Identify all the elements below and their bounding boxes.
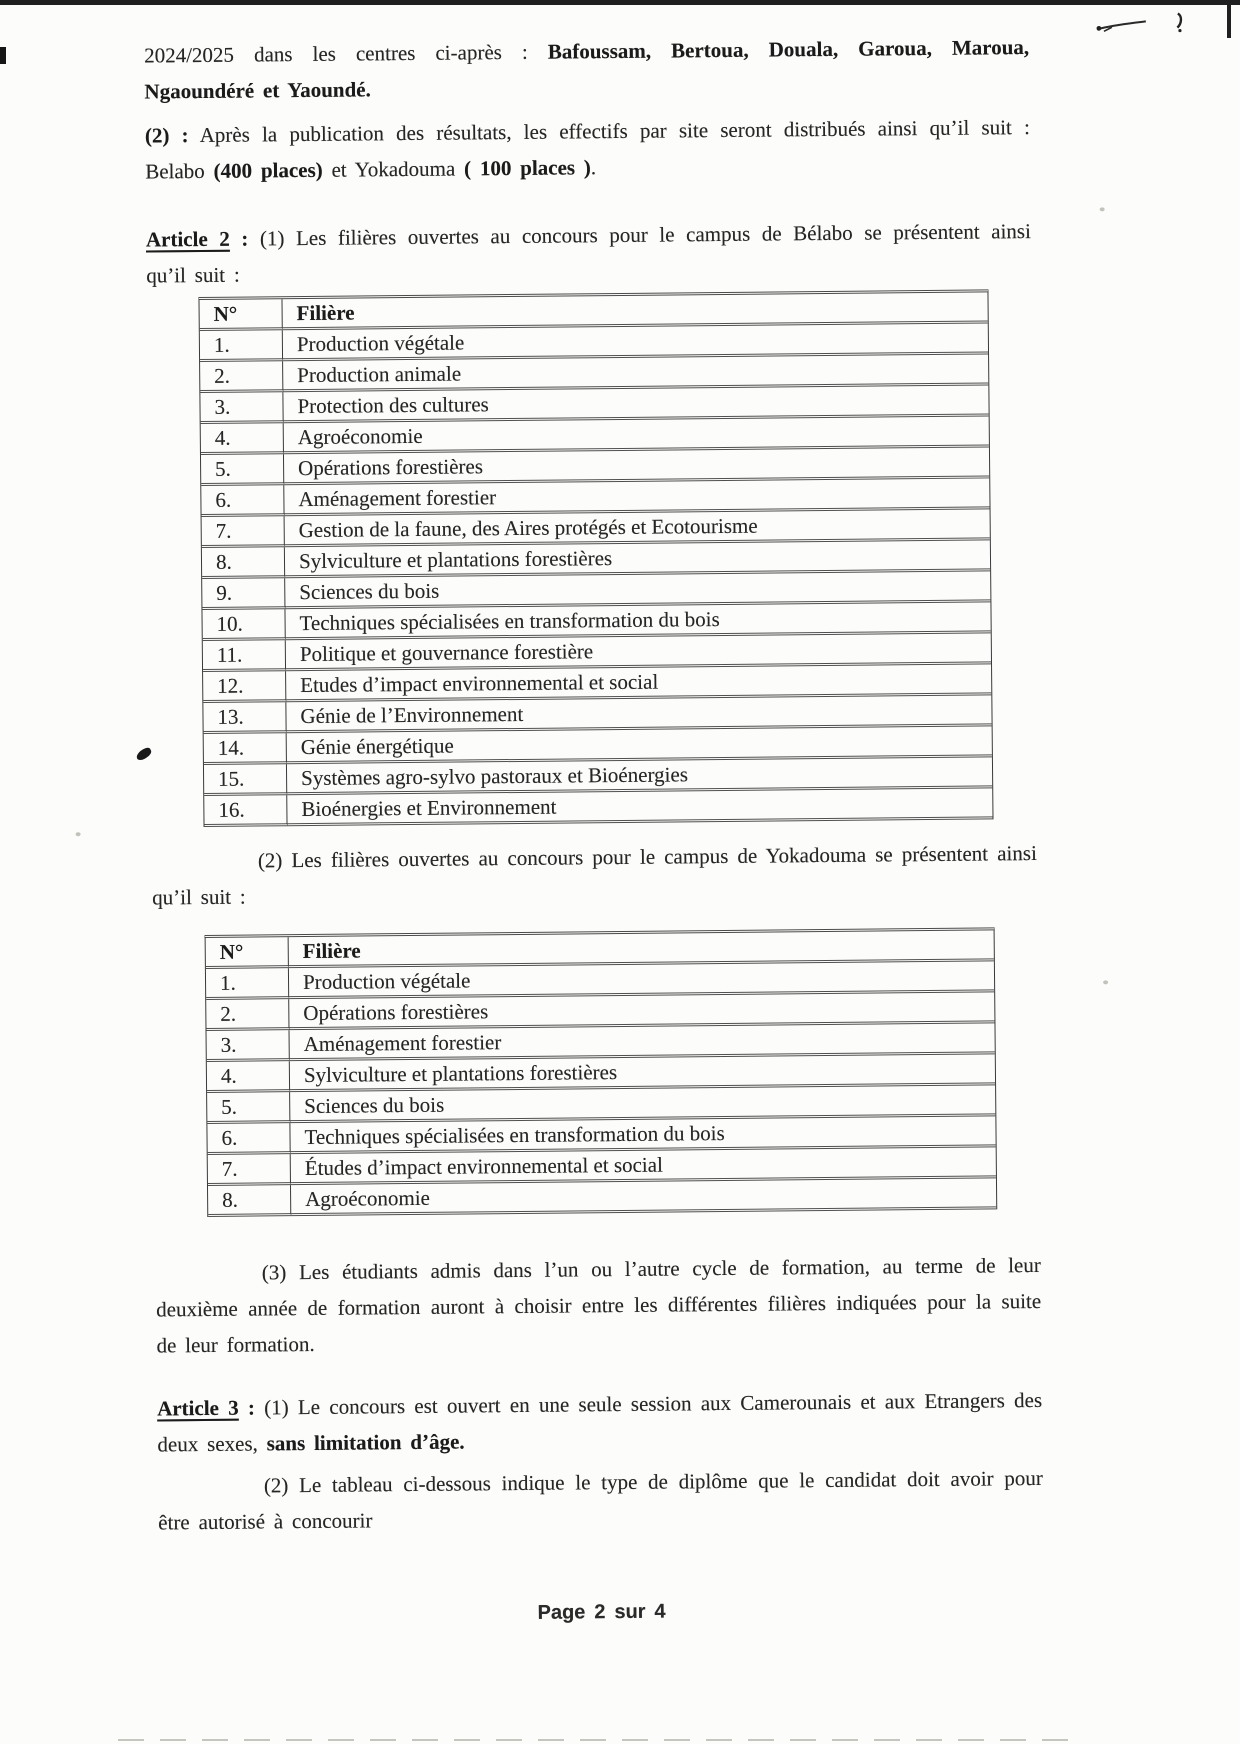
filiere-cell: Politique et gouvernance forestière: [286, 633, 991, 671]
filiere-cell: Génie énergétique: [287, 726, 992, 764]
filiere-cell: Sciences du bois: [285, 571, 990, 609]
paragraph-etudiants: (3) Les étudiants admis dans l’un ou l’autre cycle de formation, au terme de leur deuxième année de formation auront à choisir entre les différentes filières indiquées pour la suite de leur formation.: [156, 1252, 1042, 1358]
row-number-cell: 13.: [203, 702, 286, 734]
row-number-cell: 16.: [204, 795, 287, 827]
filiere-cell: Techniques spécialisées en transformation du bois: [285, 602, 990, 640]
filiere-cell: Sylviculture et plantations forestières: [290, 1054, 995, 1092]
col-header-filiere: Filière: [282, 292, 987, 330]
row-number-cell: 9.: [202, 578, 285, 610]
row-number-cell: 8.: [202, 547, 285, 579]
row-number-cell: 4.: [201, 423, 284, 455]
paragraph-diplome: (2) Le tableau ci-dessous indique le type de diplôme que le candidat doit avoir pour être autorisé à concourir: [158, 1465, 1043, 1535]
scan-speck: [76, 832, 81, 836]
article3-bold-end: sans limitation d’âge.: [266, 1429, 465, 1456]
document-content: [144, 29, 1043, 1540]
row-number-cell: 1.: [200, 330, 283, 362]
pen-scribble-mark: [1090, 8, 1194, 39]
row-number-cell: 2.: [200, 361, 283, 393]
row-number-cell: 7.: [202, 516, 285, 548]
paragraph-effectifs: (2) : Après la publication des résultats, les effectifs par site seront distribués ainsi qu’il suit : Belabo (400 places) et Yokadouma ( 100 places ).: [144, 115, 1030, 184]
filiere-cell: Sciences du bois: [290, 1085, 995, 1123]
article3-heading: Article 3: [157, 1395, 239, 1421]
scanner-top-edge: [0, 0, 1240, 5]
article2-heading: Article 2: [145, 226, 230, 252]
row-number-cell: 4.: [207, 1061, 290, 1093]
row-number-cell: 5.: [201, 454, 284, 486]
row-number-cell: 2.: [206, 999, 289, 1031]
filiere-cell: Génie de l’Environnement: [286, 695, 991, 733]
row-number-cell: 6.: [201, 485, 284, 517]
filiere-cell: Opérations forestières: [289, 992, 994, 1030]
paragraph-article2: Article 2 : (1) Les filières ouvertes au concours pour le campus de Bélabo se présentent ainsi qu’il suit :: [145, 219, 1031, 288]
row-number-cell: 5.: [207, 1092, 290, 1124]
filiere-cell: Aménagement forestier: [290, 1023, 995, 1061]
page-number-footer: Page 2 sur 4: [537, 1600, 666, 1624]
filiere-cell: Opérations forestières: [284, 447, 989, 485]
row-number-cell: 11.: [203, 640, 286, 672]
row-number-cell: 7.: [208, 1154, 291, 1186]
row-number-cell: 12.: [203, 671, 286, 703]
places-belabo: (400 places): [213, 157, 323, 183]
filiere-cell: Sylviculture et plantations forestières: [285, 540, 990, 578]
filiere-cell: Agroéconomie: [284, 416, 989, 454]
filiere-cell: Bioénergies et Environnement: [287, 788, 992, 826]
row-number-cell: 8.: [208, 1185, 291, 1217]
filiere-cell: Systèmes agro-sylvo pastoraux et Bioénergies: [287, 757, 992, 795]
scanner-bottom-edge: [118, 1739, 1073, 1741]
filiere-cell: Protection des cultures: [283, 385, 988, 423]
row-number-cell: 6.: [207, 1123, 290, 1155]
filiere-cell: Gestion de la faune, des Aires protégés et Ecotourisme: [285, 509, 990, 547]
row-number-cell: 1.: [206, 968, 289, 1000]
centres-text: 2024/2025 dans les centres ci-après :: [144, 39, 548, 68]
effectifs-label: (2) :: [144, 123, 189, 148]
row-number-cell: 3.: [200, 392, 283, 424]
col-header-num: N°: [206, 937, 289, 969]
row-number-cell: 10.: [202, 609, 285, 641]
paragraph-centres: [144, 29, 1030, 109]
paragraph-yokadouma: (2) Les filières ouvertes au concours pour le campus de Yokadouma se présentent ainsi qu’il suit :: [152, 840, 1037, 910]
col-header-num: N°: [199, 299, 282, 331]
row-number-cell: 3.: [207, 1030, 290, 1062]
table-belabo: [198, 289, 993, 827]
filiere-cell: Production végétale: [283, 323, 988, 361]
paragraph-article3: Article 3 : (1) Le concours est ouvert en une seule session aux Camerounais et aux Etrangers des deux sexes, sans limitation d’âge.: [157, 1387, 1043, 1457]
scanner-left-edge-tick: [0, 47, 6, 64]
row-number-cell: 14.: [204, 733, 287, 765]
filiere-cell: Techniques spécialisées en transformation du bois: [290, 1116, 995, 1154]
places-yokadouma: ( 100 places ): [463, 155, 591, 181]
scan-speck: [1100, 207, 1105, 211]
filiere-cell: Etudes d’impact environnemental et social: [286, 664, 991, 702]
centres-cities: Bafoussam, Bertoua, Douala, Garoua, Maroua, Ngaoundéré et Yaoundé.: [144, 35, 1030, 104]
filiere-cell: Agroéconomie: [291, 1178, 996, 1216]
table-yokadouma: [205, 927, 998, 1217]
table-row: [208, 1178, 996, 1217]
row-number-cell: 15.: [204, 764, 287, 796]
filiere-cell: Production animale: [283, 354, 988, 392]
table-row: [204, 788, 992, 827]
filiere-cell: Aménagement forestier: [284, 478, 989, 516]
filiere-cell: Études d’impact environnemental et social: [291, 1147, 996, 1185]
filiere-cell: Production végétale: [289, 961, 994, 999]
scan-speck: [1103, 980, 1108, 984]
col-header-filiere: Filière: [289, 930, 994, 968]
scanner-right-edge: [1227, 0, 1231, 38]
